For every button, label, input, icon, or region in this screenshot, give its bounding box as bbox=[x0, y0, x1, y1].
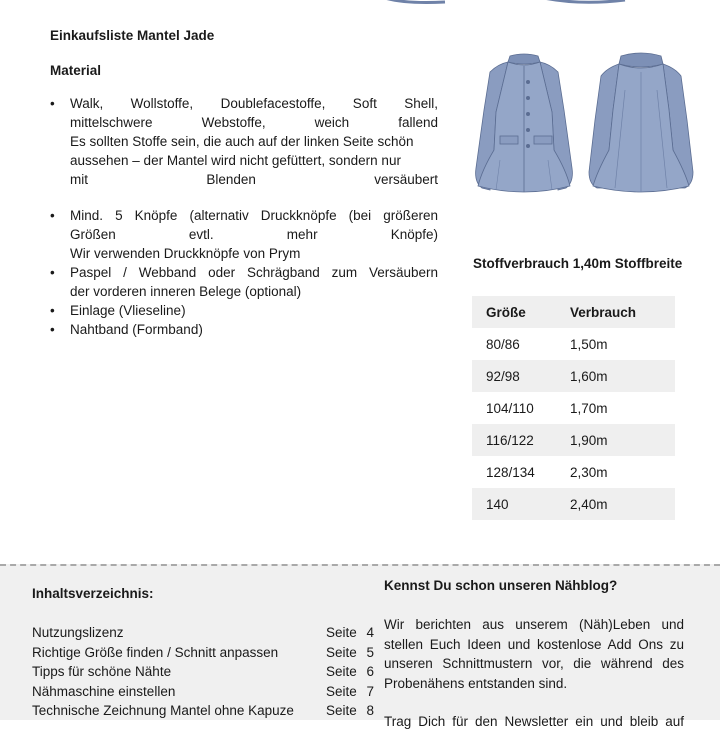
blog-line: stellen Euch Ideen und kostenlose Add Ons zu bbox=[384, 636, 684, 652]
blog-heading: Kennst Du schon unseren Nähblog? bbox=[384, 578, 618, 593]
toc-entry[interactable] bbox=[32, 662, 374, 682]
page-title: Einkaufsliste Mantel Jade bbox=[50, 28, 215, 43]
toc-entry-page: Seite 4 bbox=[325, 625, 374, 640]
list-line: der vorderen inneren Belege (optional) bbox=[70, 284, 302, 299]
list-line: mittelschwere Webstoffe, weich fallend bbox=[70, 115, 438, 130]
material-item-fabrics bbox=[50, 94, 438, 189]
toc-entry-label: Richtige Größe finden / Schnitt anpassen bbox=[32, 644, 279, 660]
blog-newsletter-line: Trag Dich für den Newsletter ein und bleib auf bbox=[384, 714, 684, 729]
material-heading: Material bbox=[50, 63, 102, 78]
blog-line: Probenähens entstanden sind. bbox=[384, 675, 568, 691]
table-row bbox=[472, 488, 675, 520]
toc-entry-page: Seite 6 bbox=[325, 664, 374, 679]
blog-text bbox=[384, 615, 684, 732]
consumption-cell: 1,50m bbox=[570, 336, 608, 352]
size-cell: 128/134 bbox=[486, 464, 535, 480]
toc-entry[interactable] bbox=[32, 623, 374, 643]
fabric-table-title: Stoffverbrauch 1,40m Stoffbreite bbox=[473, 256, 683, 271]
consumption-cell: 2,40m bbox=[570, 496, 608, 512]
toc-entry-label: Nähmaschine einstellen bbox=[32, 683, 176, 699]
consumption-cell: 1,60m bbox=[570, 368, 608, 384]
list-line: Es sollten Stoffe sein, die auch auf der linken Seite schön bbox=[70, 134, 414, 149]
consumption-cell: 1,70m bbox=[570, 400, 608, 416]
material-item-piping bbox=[50, 263, 438, 301]
size-cell: 92/98 bbox=[486, 368, 520, 384]
toc-entry[interactable] bbox=[32, 643, 374, 663]
blog-line: unseren Schnittmustern vor, die während des bbox=[384, 656, 684, 671]
table-of-contents bbox=[32, 623, 374, 721]
fabric-consumption-table bbox=[472, 296, 675, 520]
table-row bbox=[472, 424, 675, 456]
toc-entry-label: Tipps für schöne Nähte bbox=[32, 664, 172, 679]
consumption-cell: 2,30m bbox=[570, 464, 608, 480]
size-cell: 140 bbox=[486, 496, 509, 512]
blog-line: Wir berichten aus unserem (Näh)Leben und bbox=[384, 617, 684, 632]
size-cell: 116/122 bbox=[486, 432, 534, 448]
list-line: • Nahtband (Formband) bbox=[70, 322, 203, 337]
table-row bbox=[472, 392, 675, 424]
toc-entry-label: Technische Zeichnung Mantel ohne Kapuze bbox=[32, 703, 294, 718]
table-row bbox=[472, 360, 675, 392]
top-image-fragment bbox=[385, 0, 645, 6]
column-header-consumption: Verbrauch bbox=[570, 304, 637, 320]
size-cell: 104/110 bbox=[486, 400, 534, 416]
list-line: Wir verwenden Druckknöpfe von Prym bbox=[70, 246, 301, 261]
list-line: • Walk, Wollstoffe, Doublefacestoffe, Soft Shell, bbox=[70, 96, 438, 111]
list-line: mit Blenden versäubert bbox=[70, 172, 438, 187]
table-header-row bbox=[472, 296, 675, 328]
list-line: Größen evtl. mehr Knöpfe) bbox=[70, 227, 438, 242]
list-line: aussehen – der Mantel wird nicht gefüttert, sondern nur bbox=[70, 153, 401, 168]
material-item-seam-tape bbox=[50, 320, 438, 339]
toc-entry[interactable] bbox=[32, 682, 374, 702]
consumption-cell: 1,90m bbox=[570, 432, 608, 448]
coat-front-illustration bbox=[470, 50, 578, 200]
toc-entry-label: Nutzungslizenz bbox=[32, 625, 124, 640]
table-row bbox=[472, 456, 675, 488]
list-line: • Paspel / Webband oder Schrägband zum Versäubern bbox=[70, 265, 438, 280]
toc-title: Inhaltsverzeichnis: bbox=[32, 586, 154, 601]
list-line: • Mind. 5 Knöpfe (alternativ Druckknöpfe (bei größeren bbox=[70, 208, 438, 223]
material-item-buttons bbox=[50, 206, 438, 263]
table-row bbox=[472, 328, 675, 360]
column-header-size: Größe bbox=[486, 304, 526, 320]
toc-entry-page: Seite 5 bbox=[325, 644, 374, 660]
list-line: • Einlage (Vlieseline) bbox=[70, 303, 186, 318]
material-list bbox=[50, 94, 438, 339]
toc-entry-page: Seite 8 bbox=[325, 703, 374, 718]
toc-entry[interactable] bbox=[32, 701, 374, 721]
material-item-interfacing bbox=[50, 301, 438, 320]
toc-entry-page: Seite 7 bbox=[325, 683, 374, 699]
coat-back-illustration bbox=[585, 50, 697, 200]
size-cell: 80/86 bbox=[486, 336, 520, 352]
